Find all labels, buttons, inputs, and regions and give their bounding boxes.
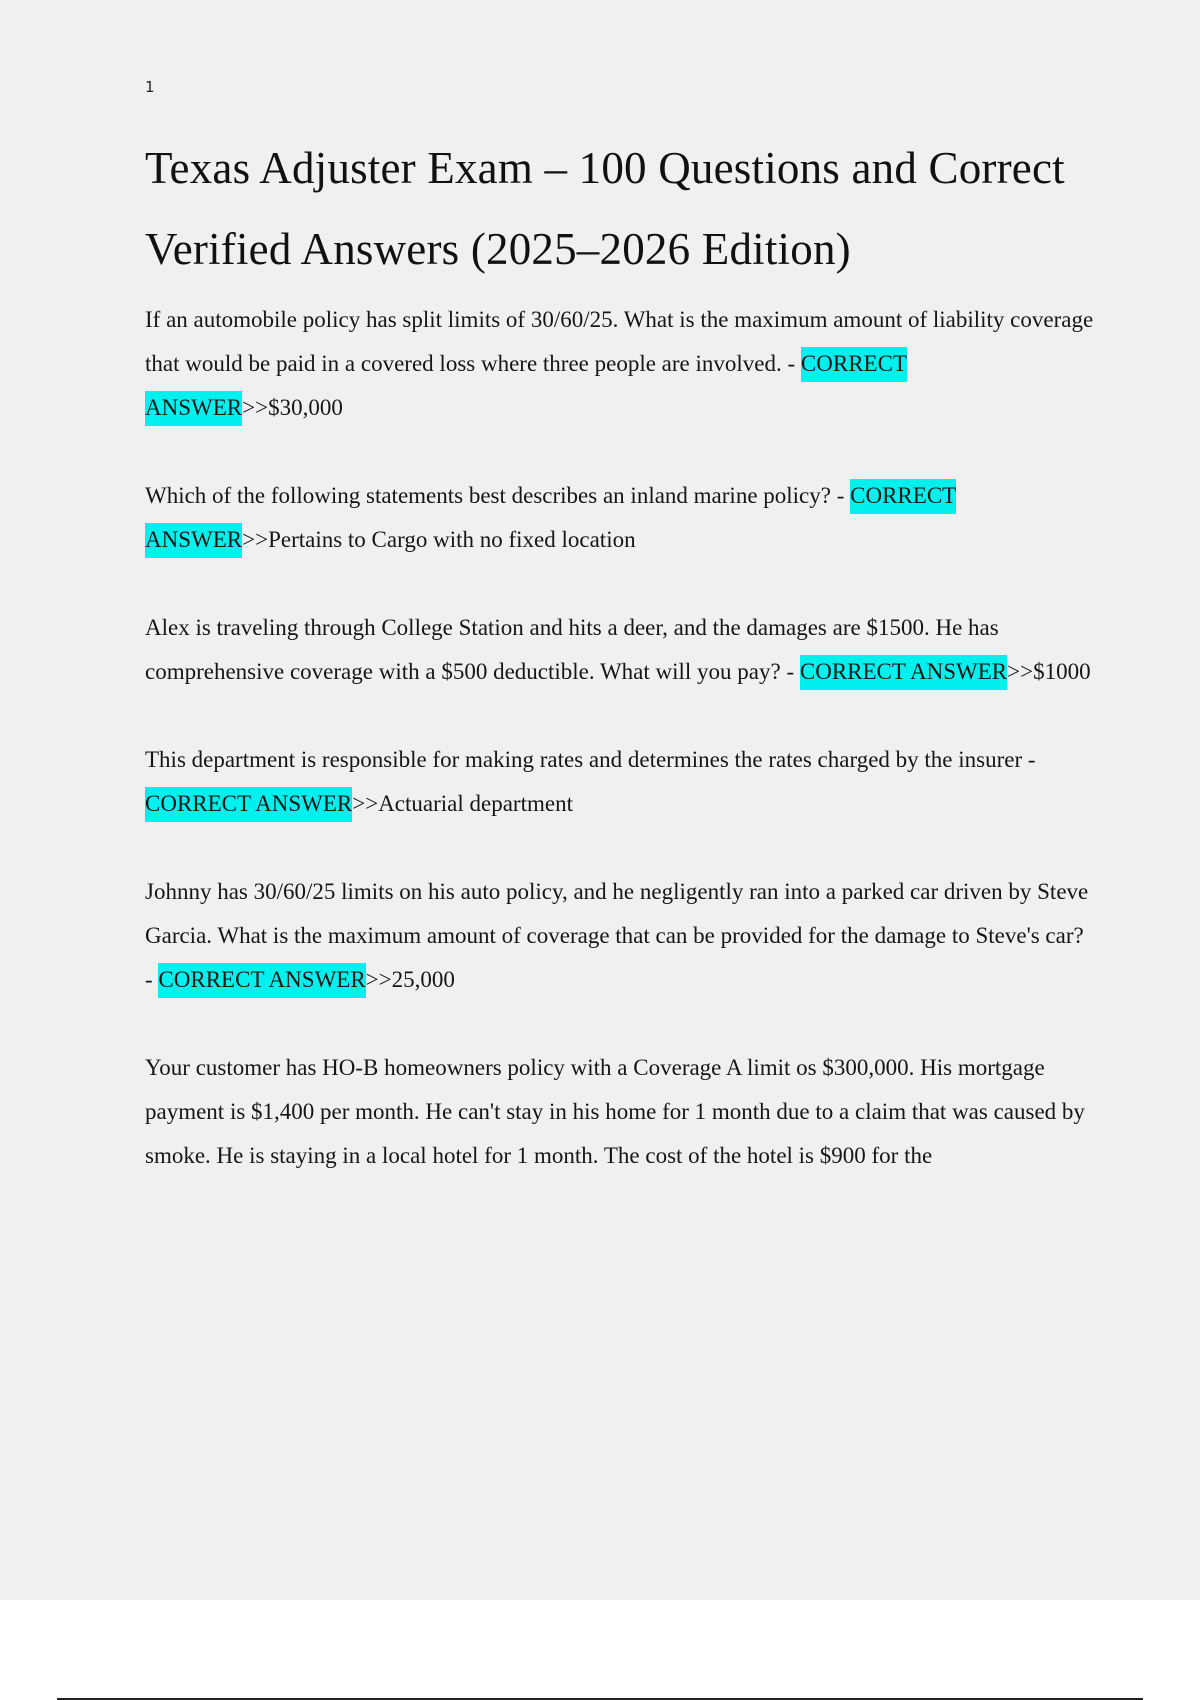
question-text: Which of the following statements best describes an inland marine policy? -: [145, 483, 851, 508]
question-text: Johnny has 30/60/25 limits on his auto policy, and he negligently ran into a parked car driven by Steve Garcia. What is the maximum amount of coverage that can be provided for the damage to Steve's car? -: [145, 879, 1089, 992]
page-number: 1: [145, 78, 155, 96]
qa-item: [145, 606, 1095, 694]
answer-text: >>Actuarial department: [352, 791, 573, 816]
qa-item: [145, 738, 1095, 826]
question-text: Your customer has HO-B homeowners policy with a Coverage A limit os $300,000. His mortgage payment is $1,400 per month. He can't stay in his home for 1 month due to a claim that was caused by smoke. He is staying in a local hotel for 1 month. The cost of the hotel is $900 for the: [145, 1055, 1085, 1168]
question-text: Alex is traveling through College Station and hits a deer, and the damages are $1500. He has comprehensive coverage with a $500 deductible. What will you pay? -: [145, 615, 999, 684]
answer-text: >>$30,000: [242, 395, 343, 420]
qa-list: [145, 298, 1095, 1222]
correct-answer-label: CORRECT ANSWER: [145, 347, 907, 426]
answer-text: >>25,000: [365, 967, 455, 992]
correct-answer-label: CORRECT ANSWER: [800, 655, 1007, 690]
answer-text: >>$1000: [1007, 659, 1091, 684]
answer-text: >>Pertains to Cargo with no fixed location: [242, 527, 636, 552]
document-title: Texas Adjuster Exam – 100 Questions and Correct Verified Answers (2025–2026 Edition): [145, 143, 1065, 274]
correct-answer-label: CORRECT ANSWER: [145, 479, 956, 558]
qa-item: [145, 870, 1095, 1002]
qa-item: [145, 474, 1095, 562]
qa-item: [145, 298, 1095, 430]
question-text: If an automobile policy has split limits of 30/60/25. What is the maximum amount of liability coverage that would be paid in a covered loss where three people are involved. -: [145, 307, 1094, 376]
question-text: This department is responsible for making rates and determines the rates charged by the insurer -: [145, 747, 1036, 772]
correct-answer-label: CORRECT ANSWER: [145, 787, 352, 822]
correct-answer-label: CORRECT ANSWER: [158, 963, 365, 998]
qa-item-partial: [145, 1046, 1095, 1178]
